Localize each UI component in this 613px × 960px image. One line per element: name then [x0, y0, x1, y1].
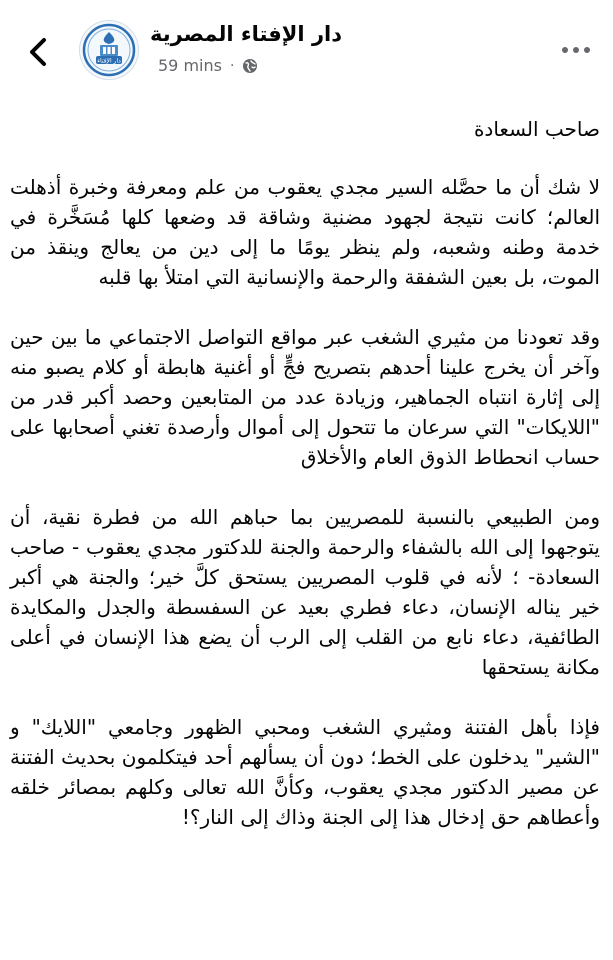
post-timestamp[interactable]: 59 mins [158, 56, 222, 75]
more-options-button[interactable] [556, 38, 596, 62]
post-header [0, 0, 613, 100]
post-paragraph: لا شك أن ما حصَّله السير مجدي يعقوب من علم ومعرفة وخبرة أذهلت العالم؛ كانت نتيجة لجهود مضنية وشاقة قد وضعها كلها مُسَخَّرة في خدمة وطنه وشعبه، ولم ينظر يومًا ما إلى دين من يعالج وينقذ من الموت، بل بعين الشفقة والرحمة والإنسانية التي امتلأ بها قلبه [10, 175, 600, 289]
page-avatar[interactable] [79, 20, 139, 80]
chevron-left-icon [27, 37, 49, 67]
dar-al-ifta-logo [79, 20, 139, 80]
post-paragraph: فإذا بأهل الفتنة ومثيري الشغب ومحبي الظهور وجامعي "اللايك" و "الشير" يدخلون على الخط؛ دون أن يسألهم أحد فيتكلمون بحديث الفتنة عن مصير الدكتور مجدي يعقوب، وكأنَّ الله تعالى وكلهم بمصائر خلقه وأعطاهم حق إدخال هذا إلى الجنة وذاك إلى النار؟! [10, 715, 600, 829]
more-dots-icon [561, 46, 591, 54]
page-name[interactable]: دار الإفتاء المصرية [150, 22, 343, 46]
svg-text:دار الإفتاء: دار الإفتاء [97, 57, 121, 65]
meta-separator: · [229, 57, 235, 74]
globe-icon [242, 58, 258, 74]
post-body [10, 100, 600, 862]
post-meta [158, 56, 258, 75]
post-title: صاحب السعادة [473, 117, 600, 141]
post-paragraph: ومن الطبيعي بالنسبة للمصريين بما حباهم الله من فطرة نقية، أن يتوجهوا إلى الله بالشفاء والرحمة والجنة للدكتور مجدي يعقوب - صاحب السعادة- ؛ لأنه في قلوب المصريين يستحق كلَّ خير؛ والجنة هي أكبر خير يناله الإنسان، دعاء فطري بعيد عن السفسطة والجدل والمكايدة الطائفية، دعاء نابع من القلب إلى الرب أن يضع هذا الإنسان في أعلى مكانة يستحقها [10, 505, 600, 679]
back-button[interactable] [20, 30, 56, 74]
post-paragraph: وقد تعودنا من مثيري الشغب عبر مواقع التواصل الاجتماعي ما بين حين وآخر أن يخرج علينا أحدهم بتصريح فجٍّ أو أغنية هابطة أو كلام يصبو منه إلى إثارة انتباه الجماهير، وزيادة عدد من المتابعين وحصد أكبر قدر من "اللايكات" التي سرعان ما تتحول إلى أموال وأرصدة تغني أصحابها على حساب انحطاط الذوق العام والأخلاق [10, 325, 600, 469]
